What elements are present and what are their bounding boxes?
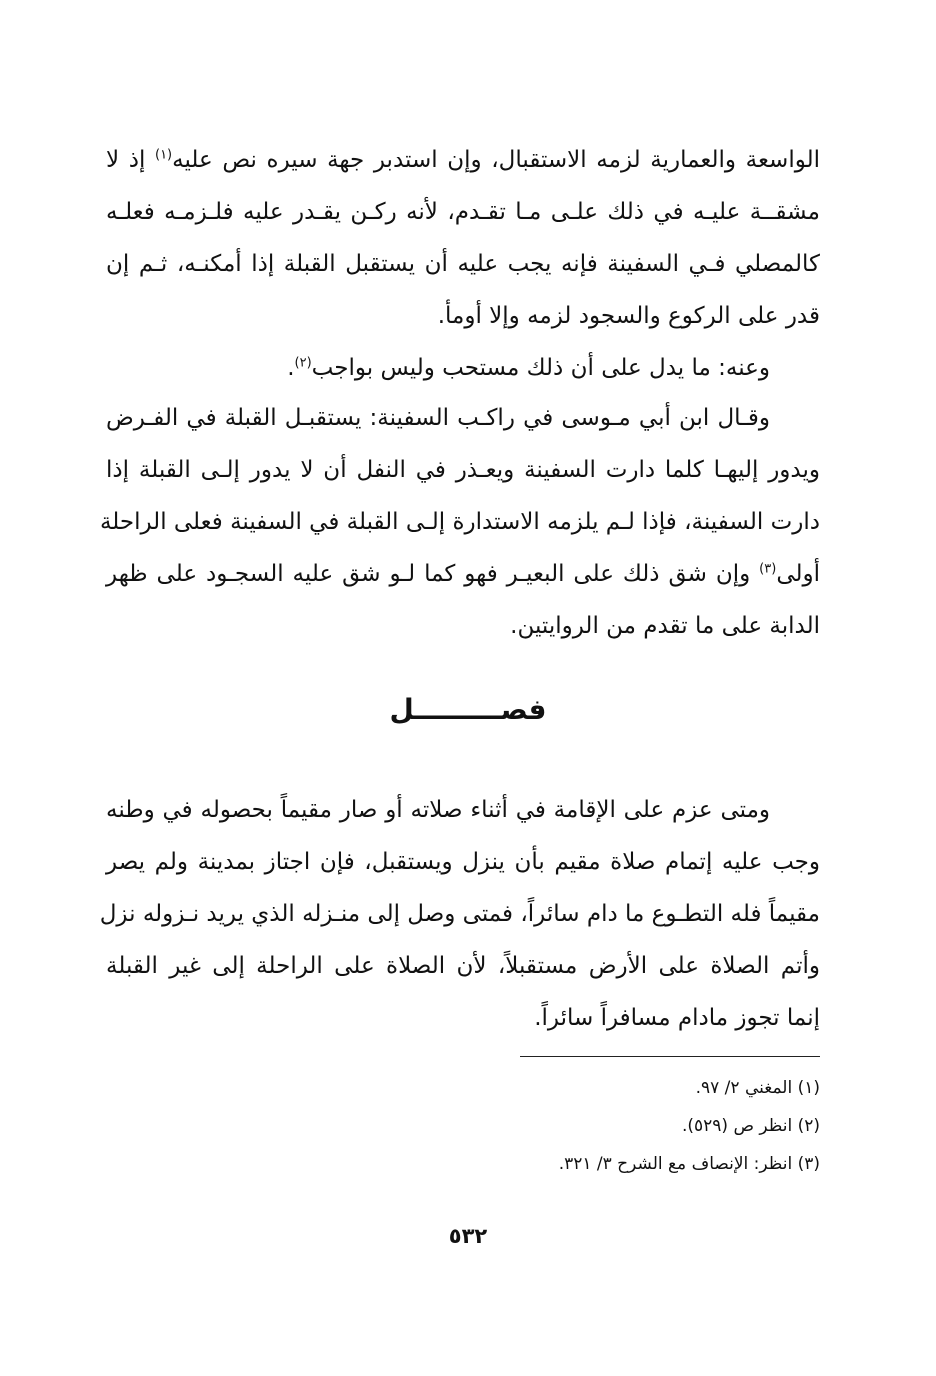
section-heading: فصـــــــــل: [389, 693, 547, 726]
footnote-ref-1[interactable]: (١): [154, 147, 173, 163]
text-line: الدابة على ما تقدم من الروايتين.: [510, 613, 820, 639]
page-number: ٥٣٢: [448, 1224, 488, 1248]
footnote-ref-2[interactable]: (٢): [294, 355, 312, 371]
text-line: وأتم الصلاة على الأرض مستقبلاً، لأن الصلاة على الراحلة إلى غير القبلة: [106, 953, 820, 979]
text-line: أولى$^{(٣)}$ وإن شق ذلك على البعيـر فهو كما لـو شق عليه السجـود على ظهر: [106, 561, 820, 587]
text-line: دارت السفينة، فإذا لـم يلزمه الاستدارة إلـى القبلة في السفينة فعلى الراحلة: [99, 509, 820, 535]
text-line: إنما تجوز مادام مسافراً سائراً.: [534, 1005, 820, 1031]
text-line: كالمصلي فـي السفينة فإنه يجب عليه أن يستقبل القبلة إذا أمكنـه، ثـم إن: [106, 251, 820, 277]
footnote-1: (١) المغني ٢/ ٩٧.: [695, 1078, 820, 1098]
footnote-divider: [520, 1056, 820, 1057]
text-line: قدر على الركوع والسجود لزمه وإلا أومأ.: [437, 303, 820, 329]
text-line: ومتى عزم على الإقامة في أثناء صلاته أو صار مقيماً بحصوله في وطنه: [106, 797, 770, 823]
footnote-ref-3[interactable]: (٣): [759, 561, 777, 577]
text-line: وعنه: ما يدل على أن ذلك مستحب وليس بواجب$^{(٢)}$.: [287, 355, 770, 381]
text-line: مشقــة عليـه في ذلك علـى مـا تقـدم، لأنه ركـن يقـدر عليه فلـزمـه فعلـه: [106, 199, 820, 225]
text-line: وقـال ابن أبي مـوسى في راكـب السفينة: يستقبـل القبلة في الفـرض: [106, 405, 770, 431]
footnote-3: (٣) انظر: الإنصاف مع الشرح ٣/ ٣٢١.: [558, 1154, 820, 1174]
text-line: ويدور إليهـا كلما دارت السفينة ويعـذر في النفل أن لا يدور إلـى القبلة إذا: [106, 457, 820, 483]
text-line: وجب عليه إتمام صلاة مقيم بأن ينزل ويستقبل، فإن اجتاز بمدينة ولم يصر: [106, 849, 820, 875]
text-line: مقيماً فله التطـوع ما دام سائراً، فمتى وصل إلى منـزله الذي يريد نـزوله نزل: [99, 901, 820, 927]
footnote-2: (٢) انظر ص (٥٢٩).: [681, 1116, 820, 1136]
text-line: الواسعة والعمارية لزمه الاستقبال، وإن استدبر جهة سيره نص عليه$^{(١)}$ إذ لا: [106, 147, 820, 173]
